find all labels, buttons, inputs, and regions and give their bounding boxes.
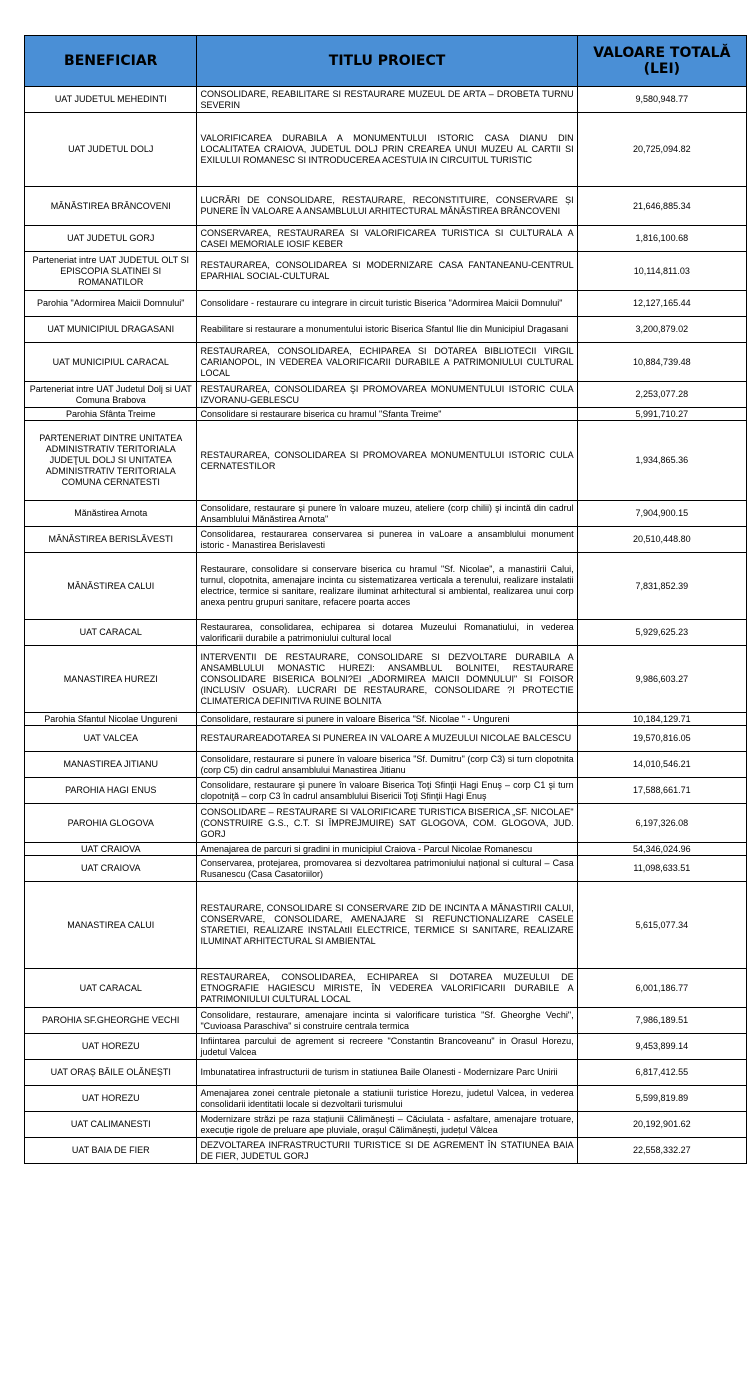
table-row (25, 856, 747, 882)
value-cell: 5,599,819.89 (577, 1086, 746, 1112)
value-cell: 6,001,186.77 (577, 969, 746, 1008)
value-cell: 54,346,024.96 (577, 843, 746, 856)
table-row (25, 843, 747, 856)
value-cell: 6,197,326.08 (577, 804, 746, 843)
project-title-cell: RESTAURAREADOTAREA SI PUNEREA IN VALOARE A MUZEULUI NICOLAE BALCESCU (197, 726, 577, 752)
table-row (25, 1008, 747, 1034)
beneficiar-cell: UAT JUDETUL DOLJ (25, 113, 197, 187)
table-row (25, 1086, 747, 1112)
project-title-cell: Consolidare, restaurare si punere în valoare biserica "Sf. Dumitru" (corp C3) si turn clopotnita (corp C5) din cadrul ansamblului Manastirea Jitianu (197, 752, 577, 778)
beneficiar-cell: MANASTIREA JITIANU (25, 752, 197, 778)
project-title-cell: Infiintarea parcului de agrement si recreere "Constantin Brancoveanu" in Orasul Horezu, judetul Valcea (197, 1034, 577, 1060)
beneficiar-cell: UAT HOREZU (25, 1034, 197, 1060)
table-row (25, 408, 747, 421)
table-row (25, 87, 747, 113)
header-beneficiar: BENEFICIAR (25, 36, 197, 87)
value-cell: 9,580,948.77 (577, 87, 746, 113)
project-title-cell: Consolidarea, restaurarea conservarea si punerea in vaLoare a ansamblului monument istoric - Manastirea Berislavesti (197, 527, 577, 553)
value-cell: 20,192,901.62 (577, 1112, 746, 1138)
table-row (25, 291, 747, 317)
table-row (25, 1060, 747, 1086)
table-row (25, 501, 747, 527)
project-title-cell: Modernizare străzi pe raza stațiunii Călimănești – Căciulata - asfaltare, amenajare trotuare, execuție rigole de preluare ape pluviale, orașul Călimănești, județul Vâlcea (197, 1112, 577, 1138)
beneficiar-cell: UAT CRAIOVA (25, 856, 197, 882)
beneficiar-cell: UAT BAIA DE FIER (25, 1138, 197, 1164)
table-row (25, 317, 747, 343)
project-title-cell: Consolidare, restaurare si punere in valoare Biserica "Sf. Nicolae " - Ungureni (197, 713, 577, 726)
value-cell: 1,934,865.36 (577, 421, 746, 501)
beneficiar-cell: MANASTIREA CALUI (25, 882, 197, 969)
table-row (25, 187, 747, 226)
project-title-cell: Conservarea, protejarea, promovarea si dezvoltarea patrimoniului național si cultural – Casa Rusanescu (Casa Casatoriilor) (197, 856, 577, 882)
value-cell: 9,986,603.27 (577, 646, 746, 713)
value-cell: 6,817,412.55 (577, 1060, 746, 1086)
table-row (25, 527, 747, 553)
value-cell: 7,904,900.15 (577, 501, 746, 527)
project-title-cell: Consolidare, restaurare, amenajare incinta si valorificare turistica "Sf. Gheorghe Vechi", "Cuvioasa Paraschiva" si construire centrala termica (197, 1008, 577, 1034)
value-cell: 9,453,899.14 (577, 1034, 746, 1060)
project-title-cell: INTERVENTII DE RESTAURARE, CONSOLIDARE SI DEZVOLTARE DURABILA A ANSAMBLULUI MONASTIC HUREZI: ANSAMBLUL BOLNITEI, RESTAURARE CONSOLIDARE BISERICA BOLNI?EI „ADORMIREA MAICII DOMNULUI" SI FOISOR (INCLUSIV OSUAR). LUCRARI DE RESTAURARE, CONSOLIDARE ?I PROTECTIE CLIMATERICA DEFINITIVA RUINE BOLNITA (197, 646, 577, 713)
beneficiar-cell: UAT CALIMANESTI (25, 1112, 197, 1138)
beneficiar-cell: MÂNĂSTIREA CALUI (25, 553, 197, 620)
beneficiar-cell: UAT CRAIOVA (25, 843, 197, 856)
project-title-cell: RESTAURAREA, CONSOLIDAREA SI MODERNIZARE CASA FANTANEANU-CENTRUL EPARHIAL SOCIAL-CULTURAL (197, 252, 577, 291)
project-title-cell: CONSERVAREA, RESTAURAREA SI VALORIFICAREA TURISTICA SI CULTURALA A CASEI MEMORIALE IOSIF KEBER (197, 226, 577, 252)
table-row (25, 778, 747, 804)
project-title-cell: Consolidare - restaurare cu integrare in circuit turistic Biserica "Adormirea Maicii Domnului" (197, 291, 577, 317)
beneficiar-cell: UAT CARACAL (25, 969, 197, 1008)
project-title-cell: Imbunatatirea infrastructurii de turism in statiunea Baile Olanesti - Modernizare Parc Unirii (197, 1060, 577, 1086)
beneficiar-cell: Parteneriat intre UAT Judetul Dolj si UAT Comuna Brabova (25, 382, 197, 408)
header-valoare-totala: VALOARE TOTALĂ (LEI) (577, 36, 746, 87)
table-row (25, 343, 747, 382)
beneficiar-cell: UAT MUNICIPIUL DRAGASANI (25, 317, 197, 343)
beneficiar-cell: MÂNĂSTIREA BERISLĂVESTI (25, 527, 197, 553)
value-cell: 11,098,633.51 (577, 856, 746, 882)
beneficiar-cell: UAT HOREZU (25, 1086, 197, 1112)
value-cell: 7,986,189.51 (577, 1008, 746, 1034)
table-row (25, 421, 747, 501)
table-row (25, 620, 747, 646)
header-titlu-proiect: TITLU PROIECT (197, 36, 577, 87)
project-title-cell: DEZVOLTAREA INFRASTRUCTURII TURISTICE SI DE AGREMENT ÎN STATIUNEA BAIA DE FIER, JUDETUL GORJ (197, 1138, 577, 1164)
project-title-cell: Amenajarea zonei centrale pietonale a statiunii turistice Horezu, judetul Valcea, in vederea consolidarii identitatii locale si dezvoltarii turismului (197, 1086, 577, 1112)
beneficiar-cell: UAT VALCEA (25, 726, 197, 752)
table-row (25, 226, 747, 252)
project-title-cell: Consolidare, restaurare şi punere în valoare Biserica Toţi Sfinţii Hagi Enuş – corp C1 şi turn clopotniţă – corp C3 în cadrul ansamblului Bisericii Toţi Sfinţii Hagi Enuş (197, 778, 577, 804)
table-row (25, 713, 747, 726)
beneficiar-cell: PAROHIA GLOGOVA (25, 804, 197, 843)
project-title-cell: RESTAURARE, CONSOLIDARE SI CONSERVARE ZID DE INCINTA A MĂNASTIRII CALUI, CONSERVARE, CONSOLIDARE, AMENAJARE SI REFUNCTIONALIZARE CASELE STARETIEI, REALIZARE INSTALAtII ELECTRICE, TERMICE SI SANITARE, REALIZARE ILUMINAT ARHITECTURAL SI AMBIENTAL (197, 882, 577, 969)
beneficiar-cell: MANASTIREA HUREZI (25, 646, 197, 713)
project-title-cell: Reabilitare si restaurare a monumentului istoric Biserica Sfantul Ilie din Municipiul Dragasani (197, 317, 577, 343)
beneficiar-cell: PAROHIA HAGI ENUS (25, 778, 197, 804)
value-cell: 20,510,448.80 (577, 527, 746, 553)
table-row (25, 882, 747, 969)
beneficiar-cell: Mănăstirea Arnota (25, 501, 197, 527)
project-title-cell: Consolidare si restaurare biserica cu hramul "Sfanta Treime" (197, 408, 577, 421)
table-row (25, 969, 747, 1008)
value-cell: 21,646,885.34 (577, 187, 746, 226)
value-cell: 14,010,546.21 (577, 752, 746, 778)
beneficiar-cell: UAT ORAȘ BĂILE OLĂNEȘTI (25, 1060, 197, 1086)
header-row (25, 36, 747, 87)
value-cell: 1,816,100.68 (577, 226, 746, 252)
value-cell: 12,127,165.44 (577, 291, 746, 317)
project-title-cell: LUCRĂRI DE CONSOLIDARE, RESTAURARE, RECONSTITUIRE, CONSERVARE ȘI PUNERE ÎN VALOARE A ANSAMBLULUI ARHITECTURAL MĂNĂSTIREA BRÂNCOVENI (197, 187, 577, 226)
beneficiar-cell: Parohia Sfânta Treime (25, 408, 197, 421)
value-cell: 3,200,879.02 (577, 317, 746, 343)
table-row (25, 1034, 747, 1060)
beneficiar-cell: PARTENERIAT DINTRE UNITATEA ADMINISTRATIV TERITORIALA JUDEŢUL DOLJ SI UNITATEA ADMINISTRATIV TERITORIALA COMUNA CERNATESTI (25, 421, 197, 501)
project-title-cell: Amenajarea de parcuri si gradini in municipiul Craiova - Parcul Nicolae Romanescu (197, 843, 577, 856)
table-row (25, 252, 747, 291)
table-row (25, 382, 747, 408)
value-cell: 5,929,625.23 (577, 620, 746, 646)
table-row (25, 752, 747, 778)
value-cell: 10,884,739.48 (577, 343, 746, 382)
beneficiar-cell: Parohia "Adormirea Maicii Domnului" (25, 291, 197, 317)
value-cell: 5,615,077.34 (577, 882, 746, 969)
table-row (25, 1112, 747, 1138)
beneficiar-cell: Parohia Sfantul Nicolae Ungureni (25, 713, 197, 726)
project-title-cell: RESTAURAREA, CONSOLIDAREA, ECHIPAREA SI DOTAREA BIBLIOTECII VIRGIL CARIANOPOL, IN VEDEREA VALORIFICARII DURABILE A PATRIMONIULUI CULTURAL LOCAL (197, 343, 577, 382)
project-title-cell: RESTAURAREA, CONSOLIDAREA SI PROMOVAREA MONUMENTULUI ISTORIC CULA CERNATESTILOR (197, 421, 577, 501)
table-row (25, 553, 747, 620)
table-row (25, 726, 747, 752)
value-cell: 2,253,077.28 (577, 382, 746, 408)
beneficiar-cell: UAT MUNICIPIUL CARACAL (25, 343, 197, 382)
project-title-cell: RESTAURAREA, CONSOLIDAREA, ECHIPAREA SI DOTAREA MUZEULUI DE ETNOGRAFIE HAGIESCU MIRISTE, ÎN VEDEREA VALORIFICARII DURABILE A PATRIMONIULUI CULTURAL LOCAL (197, 969, 577, 1008)
value-cell: 17,588,661.71 (577, 778, 746, 804)
project-title-cell: Consolidare, restaurare şi punere în valoare muzeu, ateliere (corp chilii) şi incintă din cadrul Ansamblului Mănăstirea Arnota" (197, 501, 577, 527)
beneficiar-cell: UAT CARACAL (25, 620, 197, 646)
project-title-cell: Restaurare, consolidare si conservare biserica cu hramul "Sf. Nicolae", a manastirii Calui, turnul, clopotnita, amenajare incinta cu sistematizarea verticala a terenului, realizare instalatii electrice, termice si sanitare, realizare iluminat arhitectural si ambiental, realizarea unui corp anexa pentru grupuri sanitare, refacere poarta acces (197, 553, 577, 620)
project-title-cell: VALORIFICAREA DURABILA A MONUMENTULUI ISTORIC CASA DIANU DIN LOCALITATEA CRAIOVA, JUDETUL DOLJ PRIN CREAREA UNUI MUZEU AL CARTII SI EXILULUI ROMANESC SI INTRODUCEREA ACESTUIA IN CIRCUITUL TURISTIC (197, 113, 577, 187)
value-cell: 22,558,332.27 (577, 1138, 746, 1164)
project-title-cell: Restaurarea, consolidarea, echiparea si dotarea Muzeului Romanatiului, in vederea valorificarii durabile a patrimoniului cultural local (197, 620, 577, 646)
project-title-cell: RESTAURAREA, CONSOLIDAREA ŞI PROMOVAREA MONUMENTULUI ISTORIC CULA IZVORANU-GEBLESCU (197, 382, 577, 408)
table-row (25, 113, 747, 187)
beneficiar-cell: UAT JUDETUL GORJ (25, 226, 197, 252)
value-cell: 7,831,852.39 (577, 553, 746, 620)
table-row (25, 804, 747, 843)
table-row (25, 1138, 747, 1164)
table-row (25, 646, 747, 713)
beneficiar-cell: UAT JUDETUL MEHEDINTI (25, 87, 197, 113)
value-cell: 19,570,816.05 (577, 726, 746, 752)
projects-table (24, 35, 747, 1164)
value-cell: 20,725,094.82 (577, 113, 746, 187)
beneficiar-cell: MÂNĂSTIREA BRÂNCOVENI (25, 187, 197, 226)
project-title-cell: CONSOLIDARE, REABILITARE SI RESTAURARE MUZEUL DE ARTA – DROBETA TURNU SEVERIN (197, 87, 577, 113)
value-cell: 10,114,811.03 (577, 252, 746, 291)
value-cell: 10,184,129.71 (577, 713, 746, 726)
beneficiar-cell: Parteneriat intre UAT JUDETUL OLT SI EPISCOPIA SLATINEI SI ROMANATILOR (25, 252, 197, 291)
beneficiar-cell: PAROHIA SF.GHEORGHE VECHI (25, 1008, 197, 1034)
value-cell: 5,991,710.27 (577, 408, 746, 421)
project-title-cell: CONSOLIDARE – RESTAURARE SI VALORIFICARE TURISTICA BISERICA „SF. NICOLAE" (CONSTRUIRE G.S., C.T. SI ÎMPREJMUIRE) SAT GLOGOVA, COM. GLOGOVA, JUD. GORJ (197, 804, 577, 843)
